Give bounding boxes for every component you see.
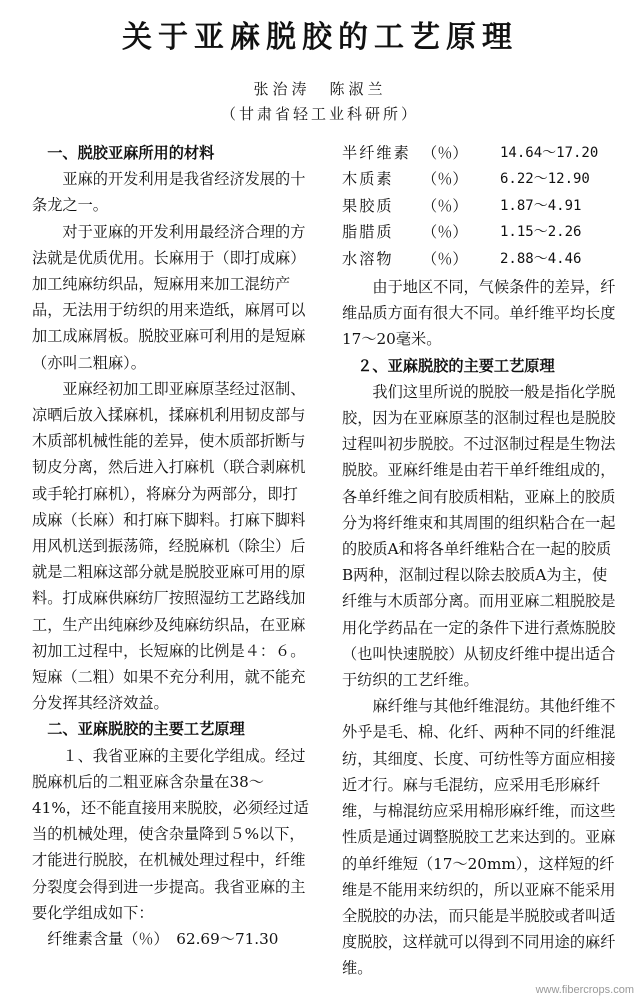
section-heading-1: 一、脱胶亚麻所用的材料 [47,144,215,162]
component-unit: （％） [422,223,468,242]
paragraph: １、我省亚麻的主要化学组成。经过脱麻机后的二粗亚麻含杂量在38～41%，还不能直接用来脱胶，必须经过适当的机械处理，使含杂量降到５%以下，才能进行脱胶，在机械处理过程中，纤维分裂度会得到进一步提高。我省亚麻的主要化学组成如下： [32,746,309,922]
component-name: 果胶质 [342,196,394,215]
composition-row [342,219,622,245]
component-value: 1.15～2.26 [500,224,582,241]
composition-table [342,140,622,272]
component-unit: （％） [422,249,468,268]
composition-row [342,166,622,192]
composition-row [342,193,622,219]
right-column [342,140,622,982]
article-authors: 张治涛 陈淑兰 [253,80,387,98]
paragraph: 麻纤维与其他纤维混纺。其他纤维不外乎是毛、棉、化纤、两种不同的纤维混纺，其细度、长度、可纺性等方面应相接近才行。麻与毛混纺，应采用毛形麻纤维，与棉混纺应采用棉形麻纤维，而这些性质是通过调整脱胶工艺来达到的。亚麻的单纤维短（17～20mm），这样短的纤维是不能用来纺织的，所以亚麻不能采用全脱胶的办法，而只能是半脱胶或者叫适度脱胶，这样就可以得到不同用途的麻纤维。 [342,697,616,978]
component-name: 木质素 [342,170,394,189]
component-value: 6.22～12.90 [500,171,590,188]
paragraph: 亚麻经初加工即亚麻原茎经过沤制、凉晒后放入揉麻机，揉麻机利用韧皮部与木质部机械性能的差异，使木质部折断与韧皮分离，然后进入打麻机（联合剥麻机或手轮打麻机），将麻分为两部分，即打成麻（长麻）和打麻下脚料。打麻下脚料用风机送到振荡筛，经脱麻机（除尘）后就是二粗麻这部分就是脱胶亚麻可用的原料。打成麻供麻纺厂按照湿纺工艺路线加工，生产出纯麻纱及纯麻纺织品，在亚麻初加工过程中，长短麻的比例是４：６。短麻（二粗）如果不充分利用，就不能充分发挥其经济效益。 [32,379,306,713]
composition-row [342,246,622,272]
paragraph: 对于亚麻的开发利用最经济合理的方法就是优质优用。长麻用于（即打成麻）加工纯麻纺织品，短麻用来加工混纺产品，无法用于纺织的用来造纸，麻屑可以加工成麻屑板。脱胶亚麻可利用的是短麻（亦叫二粗麻）。 [32,222,306,372]
paragraph: 亚麻的开发利用是我省经济发展的十条龙之一。 [32,170,306,215]
composition-row: 纤维素含量（％） 62.69～71.30 [47,930,279,949]
component-unit: （％） [422,196,468,215]
component-name: 半纤维素 [342,144,411,162]
article-affiliation: （甘肃省轻工业科研所） [220,105,419,123]
component-name: 水溶物 [342,249,394,268]
component-name: 脂腊质 [342,223,394,242]
watermark: www.fibercrops.com [535,984,634,996]
section-heading-2: 二、亚麻脱胶的主要工艺原理 [47,720,245,739]
component-value: 1.87～4.91 [500,197,582,214]
paragraph: 我们这里所说的脱胶一般是指化学脱胶，因为在亚麻原茎的沤制过程也是脱胶过程叫初步脱胶。不过沤制过程是生物法脱胶。亚麻纤维是由若干单纤维组成的，各单纤维之间有胶质相粘，亚麻上的胶质分为将纤维束和其周围的组织粘合在一起的胶质A和将各单纤维粘合在一起的胶质B两种，沤制过程以除去胶质A为主，使纤维与木质部分离。而用亚麻二粗脱胶是用化学药品在一定的条件下进行煮炼脱胶（也叫快速脱胶）从韧皮纤维中提出适合于纺织的工艺纤维。 [342,382,616,690]
component-value: 2.88～4.46 [500,250,582,267]
component-unit: （％） [422,144,468,162]
subsection-heading: ２、亚麻脱胶的主要工艺原理 [357,356,555,375]
paragraph: 由于地区不同，气候条件的差异，纤维品质方面有很大不同。单纤维平均长度17～20毫米。 [342,278,616,349]
component-value: 14.64～17.20 [500,145,599,161]
composition-row [342,140,622,166]
article-title: 关于亚麻脱胶的工艺原理 [122,20,518,55]
component-unit: （％） [422,170,468,189]
left-column [32,140,310,952]
